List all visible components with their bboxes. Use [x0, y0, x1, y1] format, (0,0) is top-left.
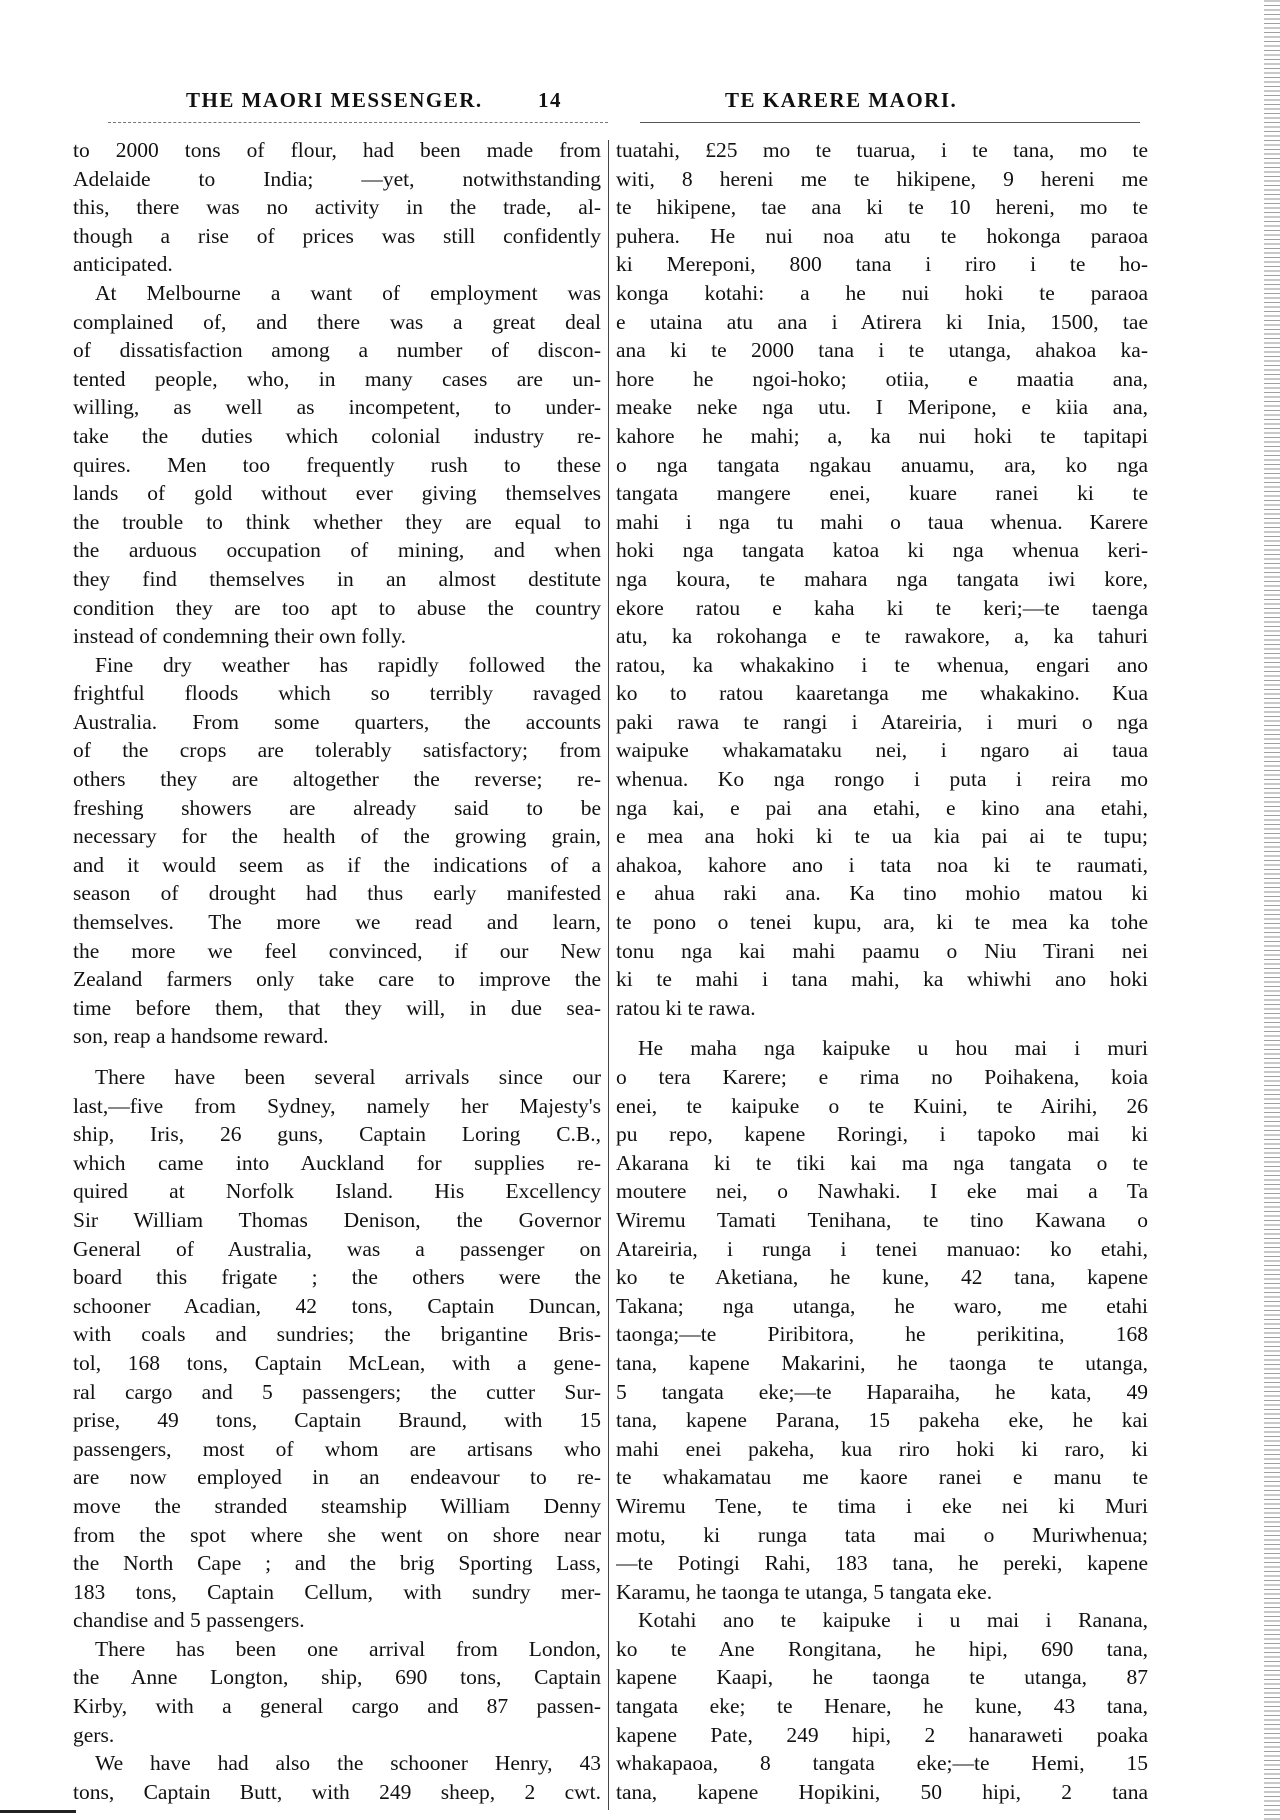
text-line: with coals and sundries; the brigantine Bris- [73, 1322, 601, 1347]
text-line: ahakoa, kahore ano i tata noa ki te raumati, [616, 852, 1148, 877]
text-line: of dissatisfaction among a number of discon- [73, 338, 601, 363]
text-line: prise, 49 tons, Captain Braund, with 15 [73, 1408, 601, 1433]
text-line: schooner Acadian, 42 tons, Captain Duncan, [73, 1293, 601, 1318]
paragraph [616, 1034, 1148, 1606]
text-line: though a rise of prices was still confidently [73, 223, 601, 248]
text-line: hore he ngoi-hoko; otiia, e maatia ana, [616, 366, 1148, 391]
paragraph [73, 279, 601, 651]
page-number: 14 [538, 88, 562, 112]
text-line: son, reap a handsome reward. [73, 1024, 329, 1049]
text-line: 183 tons, Captain Cellum, with sundry mer- [73, 1579, 601, 1604]
text-line: whakapaoa, 8 tangata eke;—te Hemi, 15 [616, 1751, 1148, 1776]
text-line: Takana; nga utanga, he waro, me etahi [616, 1293, 1148, 1318]
text-line: tangata mangere enei, kuare ranei ki te [616, 481, 1148, 506]
text-line: ko te Aketiana, he kune, 42 tana, kapene [616, 1265, 1148, 1290]
text-line: ratou ki te rawa. [616, 995, 756, 1020]
text-line: mahi enei pakeha, kua riro hoki ki raro, ki [616, 1436, 1148, 1461]
text-line: atu, ka rokohanga e te rawakore, a, ka tahuri [616, 624, 1148, 649]
text-line: o tera Karere; e rima no Poihakena, koia [616, 1065, 1148, 1089]
text-line: puhera. He nui noa atu te hokonga paraoa [616, 223, 1148, 248]
text-line: Kotahi ano te kaipuke i u mai i Ranana, [638, 1608, 1148, 1633]
text-line: ekore ratou e kaha ki te keri;—te taenga [616, 595, 1148, 620]
text-line: and it would seem as if the indications of a [73, 852, 601, 877]
text-line: Karamu, he taonga te utanga, 5 tangata eke. [616, 1579, 993, 1604]
text-line: Akarana ki te tiki kai ma nga tangata o te [616, 1150, 1148, 1175]
header-rule-right [640, 122, 1140, 123]
text-line: —te Potingi Rahi, 183 tana, he pereki, kapene [616, 1551, 1148, 1576]
text-line: tol, 168 tons, Captain McLean, with a gene- [73, 1350, 601, 1375]
text-line: Wiremu Tene, te tima i eke nei ki Muri [616, 1493, 1148, 1518]
text-line: ral cargo and 5 passengers; the cutter Sur- [73, 1379, 601, 1404]
text-line: are now employed in an endeavour to re- [73, 1465, 601, 1490]
masthead-maori-title: TE KARERE MAORI. [725, 88, 958, 112]
text-line: There has been one arrival from London, [95, 1636, 601, 1661]
text-line: nga koura, te mahara nga tangata iwi kore, [616, 566, 1148, 591]
header-rule-left [108, 122, 608, 123]
text-line: complained of, and there was a great deal [73, 309, 601, 334]
text-line: nga kai, e pai ana etahi, e kino ana etahi, [616, 795, 1148, 820]
text-line: kahore he mahi; a, ka nui hoki te tapitapi [616, 423, 1148, 448]
scan-edge [1264, 0, 1280, 1820]
text-line: o nga tangata ngakau anuamu, ara, ko nga [616, 452, 1148, 477]
text-line: tented people, who, in many cases are un- [73, 366, 601, 391]
text-line: 5 tangata eke;—te Haparaiha, he kata, 49 [616, 1379, 1148, 1404]
text-line: season of drought had thus early manifested [73, 881, 601, 906]
paragraph [73, 651, 601, 1051]
text-line: paki rawa te rangi i Atareiria, i muri o nga [616, 709, 1148, 734]
text-line: te pono o tenei kupu, ara, ki te mea ka tohe [616, 910, 1148, 935]
text-line: necessary for the health of the growing grain, [73, 824, 601, 849]
text-line: from the spot where she went on shore near [73, 1522, 601, 1547]
text-line: e mea ana hoki ki te ua kia pai ai te tupu; [616, 824, 1148, 849]
text-line: quires. Men too frequently rush to these [73, 452, 601, 477]
text-line: whenua. Ko nga rongo i puta i reira mo [616, 767, 1148, 792]
text-line: this, there was no activity in the trade, al- [73, 195, 601, 220]
text-line: quired at Norfolk Island. His Excellency [73, 1179, 601, 1204]
text-line: konga kotahi: a he nui hoki te paraoa [616, 280, 1148, 305]
text-line: Zealand farmers only take care to improve the [73, 967, 601, 992]
text-line: the North Cape ; and the brig Sporting Lass, [73, 1551, 601, 1576]
text-line: the arduous occupation of mining, and when [73, 538, 601, 563]
masthead-english-title: THE MAORI MESSENGER. [186, 88, 483, 112]
text-line: the Anne Longton, ship, 690 tons, Captain [73, 1665, 601, 1690]
text-line: ko to ratou kaaretanga me whakakino. Kua [616, 681, 1148, 706]
text-line: willing, as well as incompetent, to under- [73, 395, 601, 420]
text-line: tons, Captain Butt, with 249 sheep, 2 cwt. [73, 1779, 601, 1804]
text-line: pu repo, kapene Roringi, i tapoko mai ki [616, 1122, 1148, 1147]
text-line: tana, kapene Parana, 15 pakeha eke, he kai [616, 1408, 1148, 1433]
text-line: Kirby, with a general cargo and 87 passen- [73, 1694, 601, 1719]
text-line: take the duties which colonial industry re- [73, 423, 601, 448]
text-line: tangata eke; te Henare, he kune, 43 tana, [616, 1694, 1148, 1719]
text-line: moutere nei, o Nawhaki. I eke mai a Ta [616, 1179, 1148, 1204]
text-line: passengers, most of whom are artisans who [73, 1436, 601, 1461]
maori-column [616, 136, 1148, 1806]
text-line: te hikipene, tae ana ki te 10 hereni, mo te [616, 195, 1148, 220]
text-line: ki Mereponi, 800 tana i riro i te ho- [616, 252, 1148, 277]
text-line: anticipated. [73, 252, 173, 277]
text-line: freshing showers are already said to be [73, 795, 601, 820]
english-column [73, 136, 601, 1806]
paragraph [73, 1063, 601, 1635]
text-line: they find themselves in an almost destitute [73, 566, 601, 591]
text-line: motu, ki runga tata mai o Muriwhenua; [616, 1522, 1148, 1547]
text-line: instead of condemning their own folly. [73, 624, 406, 649]
text-line: waipuke whakamataku nei, i ngaro ai taua [616, 738, 1148, 763]
text-line: board this frigate ; the others were the [73, 1265, 601, 1290]
text-line: gers. [73, 1722, 115, 1747]
text-line: General of Australia, was a passenger on [73, 1236, 601, 1261]
text-line: condition they are too apt to abuse the country [73, 595, 601, 620]
text-line: time before them, that they will, in due sea- [73, 995, 601, 1020]
text-line: tana, kapene Makarini, he taonga te utanga, [616, 1350, 1148, 1375]
column-divider [608, 140, 609, 1810]
text-line: Adelaide to India; —yet, notwithstanding [73, 166, 601, 191]
text-line: witi, 8 hereni me te hikipene, 9 hereni me [616, 166, 1148, 191]
text-line: ko te Ane Rongitana, he hipi, 690 tana, [616, 1636, 1148, 1661]
paragraph [616, 136, 1148, 1022]
text-line: kapene Pate, 249 hipi, 2 hanaraweti poaka [616, 1722, 1148, 1747]
text-line: e utaina atu ana i Atirera ki Inia, 1500, tae [616, 309, 1148, 334]
text-line: the trouble to think whether they are equal to [73, 509, 601, 534]
text-line: others they are altogether the reverse; re- [73, 767, 601, 792]
text-line: Wiremu Tamati Tenihana, te tino Kawana o [616, 1207, 1148, 1232]
text-line: tana, kapene Hopikini, 50 hipi, 2 tana [616, 1779, 1148, 1804]
text-line: kapene Kaapi, he taonga te utanga, 87 [616, 1665, 1148, 1690]
text-line: Australia. From some quarters, the accounts [73, 709, 601, 734]
text-line: themselves. The more we read and learn, [73, 910, 601, 935]
text-line: the more we feel convinced, if our New [73, 938, 601, 963]
text-line: meake neke nga utu. I Meripone, e kiia ana, [616, 395, 1148, 420]
text-line: We have had also the schooner Henry, 43 [95, 1751, 601, 1776]
text-line: lands of gold without ever giving themselves [73, 481, 601, 506]
text-line: frightful floods which so terribly ravaged [73, 681, 601, 706]
text-line: to 2000 tons of flour, had been made from [73, 138, 601, 162]
text-line: taonga;—te Piribitora, he perikitina, 168 [616, 1322, 1148, 1347]
text-line: hoki nga tangata katoa ki nga whenua keri- [616, 538, 1148, 563]
footer-rule [0, 1810, 76, 1813]
paragraph [73, 1635, 601, 1749]
text-line: At Melbourne a want of employment was [95, 280, 601, 305]
text-line: ana ki te 2000 tana i te utanga, ahakoa ka- [616, 338, 1148, 363]
paragraph [616, 1606, 1148, 1806]
text-line: tuatahi, £25 mo te tuarua, i te tana, mo te [616, 138, 1148, 162]
text-line: Atareiria, i runga i tenei manuao: ko etahi, [616, 1236, 1148, 1261]
text-line: te whakamatau me kaore ranei e manu te [616, 1465, 1148, 1490]
text-line: ratou, ka whakakino i te whenua, engari ano [616, 652, 1148, 677]
paragraph [73, 1749, 601, 1806]
text-line: e ahua raki ana. Ka tino mohio matou ki [616, 881, 1148, 906]
text-line: tonu nga kai mahi paamu o Niu Tirani nei [616, 938, 1148, 963]
text-line: which came into Auckland for supplies re- [73, 1150, 601, 1175]
text-line: ship, Iris, 26 guns, Captain Loring C.B., [73, 1122, 601, 1147]
text-line: enei, te kaipuke o te Kuini, te Airihi, 26 [616, 1093, 1148, 1118]
text-line: He maha nga kaipuke u hou mai i muri [638, 1036, 1148, 1061]
text-line: Fine dry weather has rapidly followed the [95, 652, 601, 677]
text-line: ki te mahi i tana mahi, ka whiwhi ano hoki [616, 967, 1148, 992]
text-line: move the stranded steamship William Denny [73, 1493, 601, 1518]
text-line: Sir William Thomas Denison, the Governor [73, 1207, 601, 1232]
text-line: of the crops are tolerably satisfactory; from [73, 738, 601, 763]
text-line: There have been several arrivals since our [95, 1065, 601, 1089]
text-line: last,—five from Sydney, namely her Majesty's [73, 1093, 601, 1118]
text-line: mahi i nga tu mahi o taua whenua. Karere [616, 509, 1148, 534]
paragraph [73, 136, 601, 279]
text-line: chandise and 5 passengers. [73, 1608, 305, 1633]
